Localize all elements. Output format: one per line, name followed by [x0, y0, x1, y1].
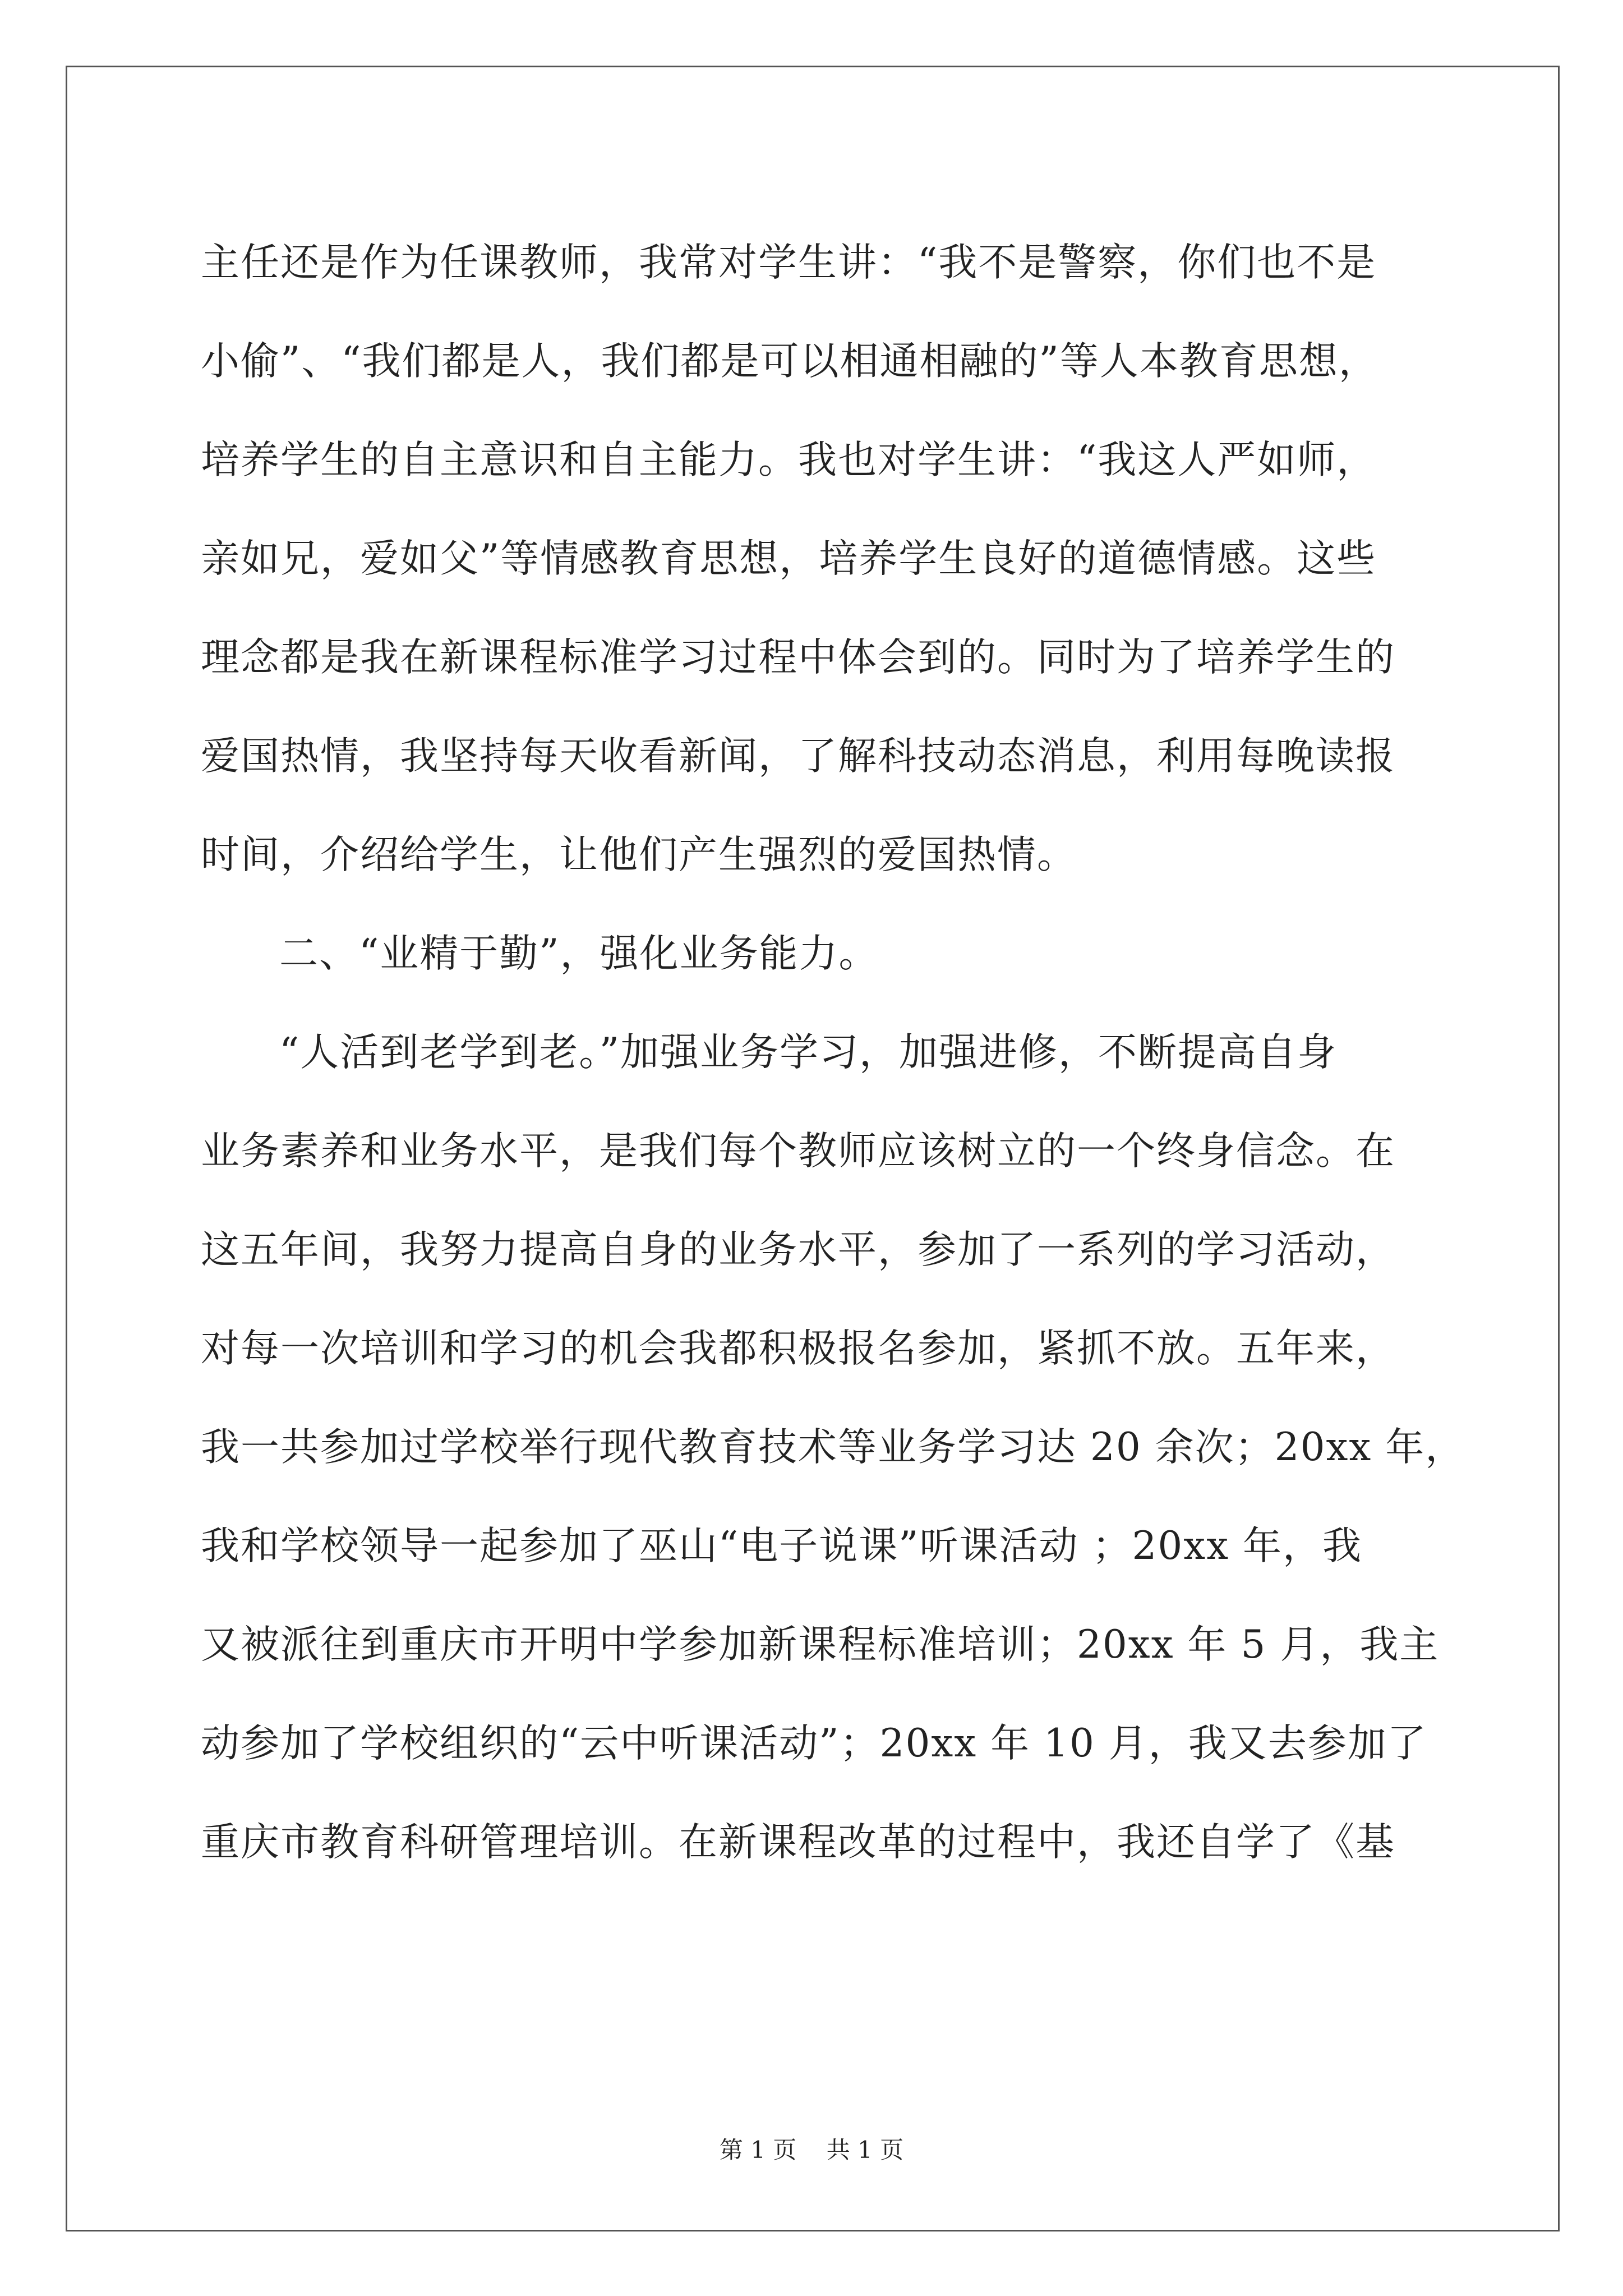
- text-line: 我和学校领导一起参加了巫山“电子说课”听课活动 ；20xx 年，我: [201, 1524, 1363, 1568]
- text-line: 业务素养和业务水平，是我们每个教师应该树立的一个终身信念。在: [201, 1129, 1395, 1174]
- text-line: 理念都是我在新课程标准学习过程中体会到的。同时为了培养学生的: [201, 635, 1395, 680]
- text-line: 爱国热情，我坚持每天收看新闻，了解科技动态消息，利用每晚读报: [201, 734, 1395, 779]
- paragraph-start-line: “人活到老学到老。”加强业务学习，加强进修，不断提高自身: [279, 1030, 1338, 1075]
- text-line: 主任还是作为任课教师，我常对学生讲：“我不是警察，你们也不是: [201, 240, 1377, 285]
- text-line: 小偷”、“我们都是人，我们都是可以相通相融的”等人本教育思想，: [201, 339, 1378, 384]
- document-body: [201, 213, 1465, 1892]
- text-line: 又被派往到重庆市开明中学参加新课程标准培训；20xx 年 5 月，我主: [201, 1622, 1440, 1667]
- text-line: 时间，介绍给学生，让他们产生强烈的爱国热情。: [201, 832, 1077, 877]
- page-number-footer: 第 1 页 共 1 页: [719, 2136, 904, 2164]
- text-line: 亲如兄，爱如父”等情感教育思想，培养学生良好的道德情感。这些: [201, 536, 1377, 581]
- text-line: 我一共参加过学校举行现代教育技术等业务学习达 20 余次；20xx 年，: [201, 1425, 1465, 1470]
- section-heading: 二、“业精于勤”，强化业务能力。: [279, 931, 879, 976]
- text-line: 动参加了学校组织的“云中听课活动”；20xx 年 10 月，我又去参加了: [201, 1721, 1427, 1766]
- text-line: 重庆市教育科研管理培训。在新课程改革的过程中，我还自学了《基: [201, 1820, 1395, 1865]
- text-line: 对每一次培训和学习的机会我都积极报名参加，紧抓不放。五年来，: [201, 1326, 1395, 1371]
- text-line: 培养学生的自主意识和自主能力。我也对学生讲：“我这人严如师，: [201, 438, 1377, 482]
- text-line: 这五年间，我努力提高自身的业务水平，参加了一系列的学习活动，: [201, 1227, 1395, 1272]
